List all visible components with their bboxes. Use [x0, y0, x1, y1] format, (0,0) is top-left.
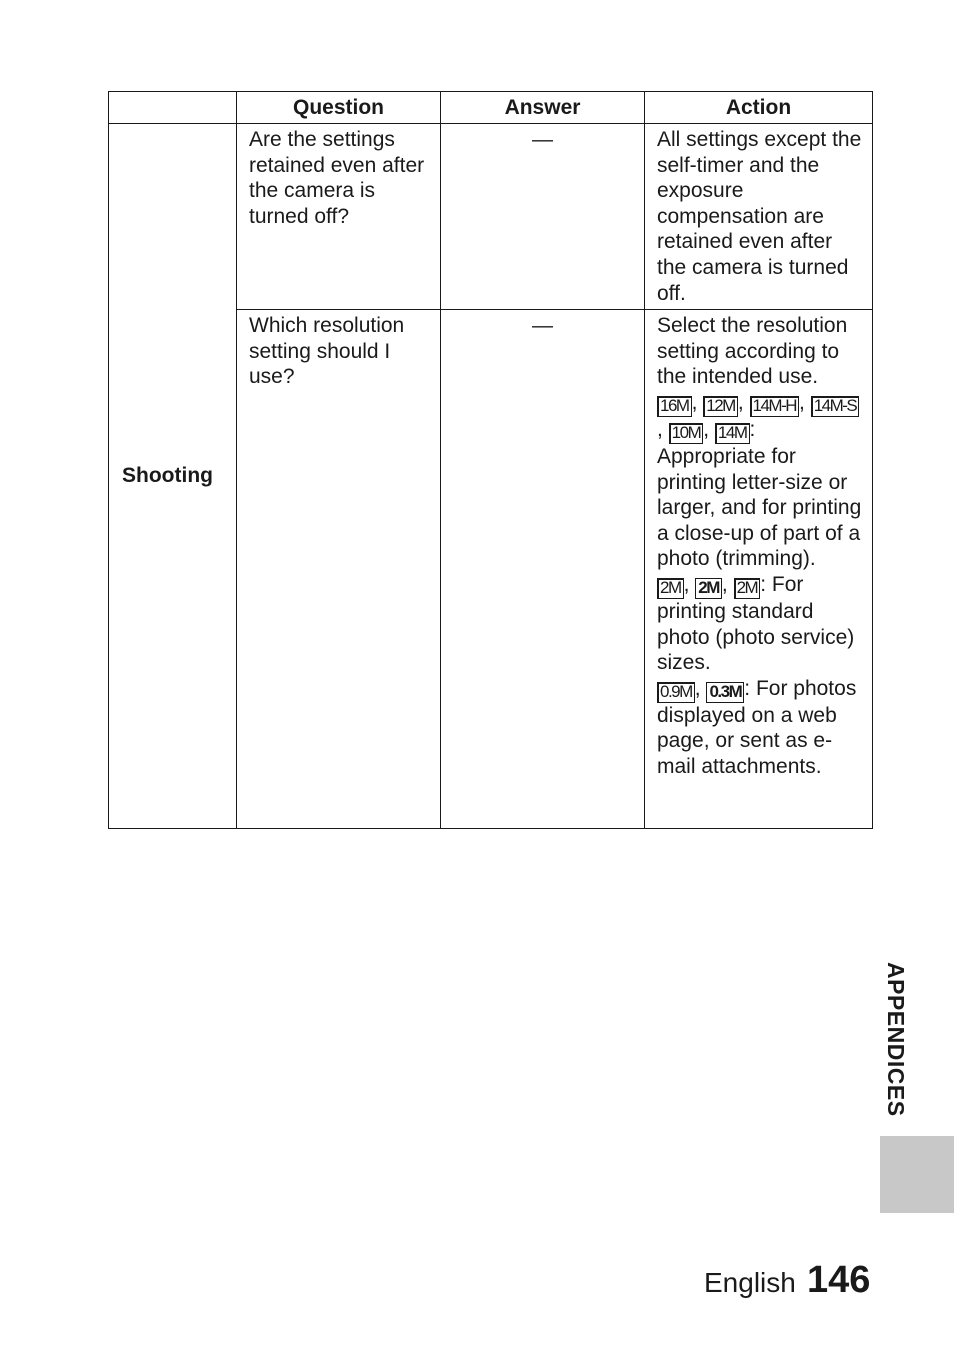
resolution-2m-icon: 2M: [657, 578, 684, 599]
answer-cell: —: [441, 124, 645, 310]
resolution-14m-s-icon: 14M-S: [811, 396, 860, 417]
header-row: [109, 92, 873, 124]
resolution-16m-icon: 16M: [657, 396, 692, 417]
group-2-text: For printing standard photo (photo service) sizes.: [657, 572, 855, 675]
faq-table: [108, 91, 873, 829]
action-cell: All settings except the self-timer and the exposure compensation are retained even after the camera is turned off.: [645, 124, 873, 310]
answer-cell: —: [441, 310, 645, 829]
group-1-text: Appropriate for printing letter-size or larger, and for printing a close-up of part of a photo (trimming).: [657, 444, 862, 571]
resolution-2m-panorama-icon: 2M: [734, 578, 761, 599]
header-action: Action: [645, 92, 873, 124]
footer-language: English: [704, 1267, 796, 1298]
header-answer: Answer: [441, 92, 645, 124]
resolution-0.9m-icon: 0.9M: [657, 682, 695, 703]
question-cell: Are the settings retained even after the camera is turned off?: [237, 124, 441, 310]
header-category: [109, 92, 237, 124]
resolution-14m-panorama-icon: 14M: [715, 423, 750, 444]
group-3-text: For photos displayed on a web page, or sent as e-mail attachments.: [657, 676, 857, 778]
header-question: Question: [237, 92, 441, 124]
table-row: [109, 124, 873, 310]
page-number: 146: [807, 1259, 871, 1301]
action-cell: Select the resolution setting according to the intended use. 16M , 12M , 14M-H , 14M-S, 10M , 14M : Appropriate for printing letter-size or larger, and for printing a close-up of part of a photo (trimming). 2M , 2M , 2M : For printing standard photo (photo service) sizes. 0.9M , 0.3M : For photos displayed on a web page, or sent as e-mail attachments.: [645, 310, 873, 829]
resolution-0.3m-icon: 0.3M: [706, 682, 744, 703]
section-tab-marker: [880, 1136, 954, 1213]
resolution-14m-h-icon: 14M-H: [750, 396, 800, 417]
resolution-12m-icon: 12M: [703, 396, 738, 417]
category-cell: Shooting: [109, 124, 237, 829]
section-tab-label: APPENDICES: [883, 962, 909, 1117]
resolution-10m-icon: 10M: [669, 423, 704, 444]
resolution-2m-bold-icon: 2M: [695, 578, 722, 599]
question-cell: Which resolution setting should I use?: [237, 310, 441, 829]
action-intro: Select the resolution setting according to the intended use.: [657, 314, 848, 389]
